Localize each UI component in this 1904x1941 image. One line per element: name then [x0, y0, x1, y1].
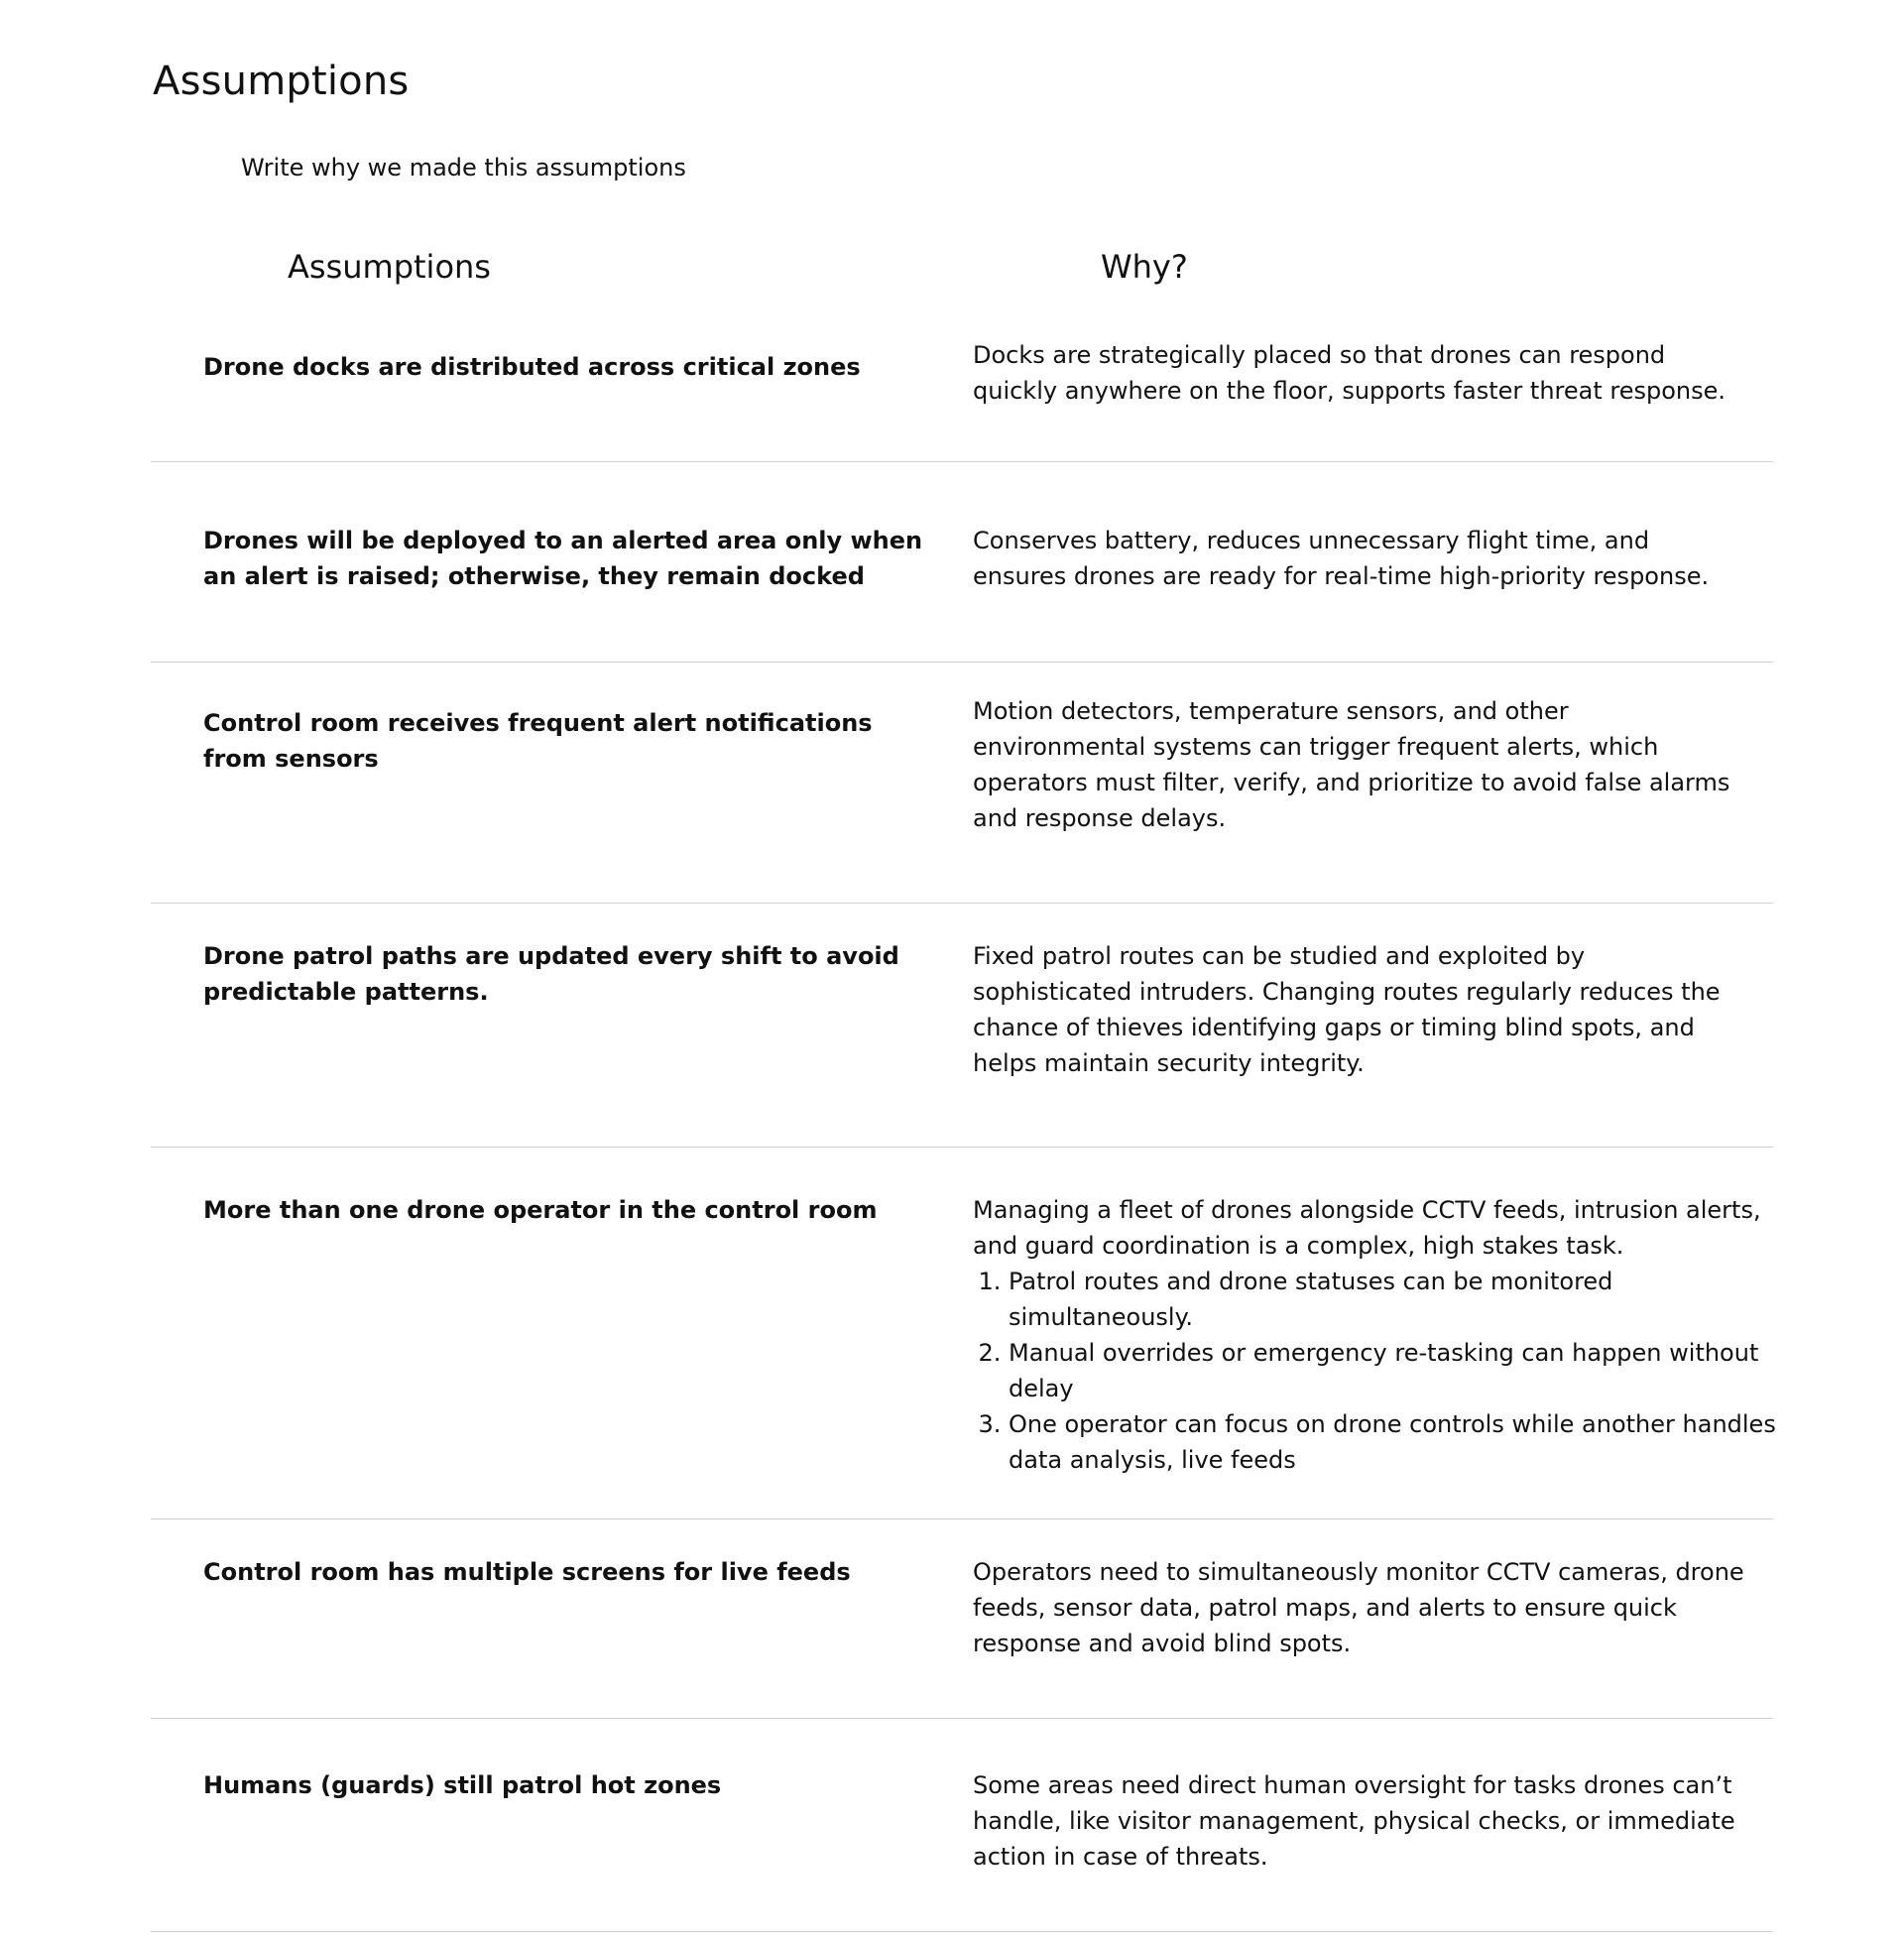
column-header-assumptions: Assumptions [288, 248, 491, 286]
table-row [151, 662, 1773, 904]
table-row [151, 1718, 1773, 1932]
assumption-text: More than one drone operator in the control room [203, 1196, 878, 1224]
why-text: Conserves battery, reduces unnecessary flight time, and ensures drones are ready for real-time high-priority response. [973, 527, 1710, 590]
why-text: Operators need to simultaneously monitor CCTV cameras, drone feeds, sensor data, patrol maps, and alerts to ensure quick response and avoid blind spots. [973, 1558, 1744, 1657]
list-item: 3. One operator can focus on drone controls while another handles data analysis, live feeds [1009, 1406, 1781, 1478]
table-row [151, 461, 1773, 663]
why-text: Managing a fleet of drones alongside CCTV feeds, intrusion alerts, and guard coordination is a complex, high stakes task. [973, 1196, 1761, 1260]
assumption-text: Drone patrol paths are updated every shift to avoid predictable patterns. [203, 942, 899, 1006]
page-title: Assumptions [153, 59, 410, 104]
list-item: 1. Patrol routes and drone statuses can be monitored simultaneously. [1009, 1264, 1781, 1335]
why-text: Motion detectors, temperature sensors, and other environmental systems can trigger frequent alerts, which operators must filter, verify, and prioritize to avoid false alarms and response delays. [973, 697, 1730, 832]
why-text-block [973, 1192, 1781, 1478]
why-list [973, 1264, 1781, 1478]
assumption-text: Drones will be deployed to an alerted area only when an alert is raised; otherwise, they remain docked [203, 527, 923, 590]
list-item: 2. Manual overrides or emergency re-tasking can happen without delay [1009, 1335, 1781, 1406]
table-row [151, 337, 1773, 462]
why-text: Some areas need direct human oversight for tasks drones can’t handle, like visitor management, physical checks, or immediate action in case of threats. [973, 1771, 1735, 1871]
page-subtitle: Write why we made this assumptions [241, 154, 686, 182]
assumption-text: Drone docks are distributed across critical zones [203, 353, 861, 381]
table-row [151, 903, 1773, 1148]
why-text: Fixed patrol routes can be studied and exploited by sophisticated intruders. Changing routes regularly reduces the chance of thieves identifying gaps or timing blind spots, and helps maintain security integrity. [973, 942, 1721, 1077]
assumption-text: Humans (guards) still patrol hot zones [203, 1771, 722, 1799]
table-row [151, 1147, 1776, 1519]
assumption-text: Control room receives frequent alert notifications from sensors [203, 709, 873, 773]
table-row [151, 1518, 1773, 1719]
assumption-text: Control room has multiple screens for live feeds [203, 1558, 851, 1586]
column-header-why: Why? [1101, 248, 1188, 286]
why-text: Docks are strategically placed so that drones can respond quickly anywhere on the floor, supports faster threat response. [973, 341, 1726, 405]
